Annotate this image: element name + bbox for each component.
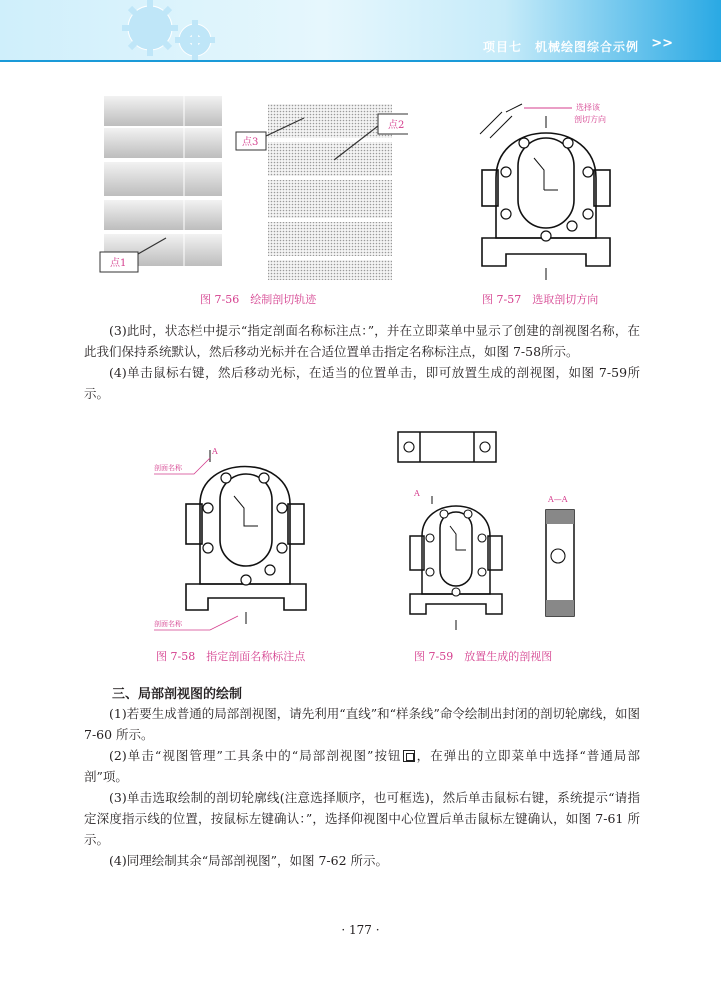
section-mark-a: A bbox=[212, 447, 218, 456]
paragraph-part: (2)单击“视图管理”工具条中的“局部剖视图”按钮 bbox=[109, 748, 402, 763]
figure-7-58 bbox=[150, 444, 320, 640]
paragraph: (4)同理绘制其余“局部剖视图”，如图 7-62 所示。 bbox=[109, 853, 389, 868]
chapter-title: 项目七 机械绘图综合示例 bbox=[482, 40, 639, 54]
label-section-name-bottom: 剖面名称 bbox=[154, 620, 182, 628]
label-section-name-top: 剖面名称 bbox=[154, 464, 182, 472]
figure-7-59 bbox=[392, 426, 582, 640]
local-section-button-icon bbox=[403, 750, 415, 762]
caption-7-56: 图 7-56 绘制剖切轨迹 bbox=[200, 293, 317, 306]
body-text-2 bbox=[84, 703, 640, 871]
page-header bbox=[0, 0, 721, 62]
chevron-right-icon: >> bbox=[651, 36, 673, 51]
callout-point-1: 点1 bbox=[110, 258, 127, 269]
header-rule bbox=[0, 60, 721, 62]
paragraph: (1)若要生成普通的局部剖视图，请先利用“直线”和“样条线”命令绘制出封闭的剖切轮廓线，如图 7-60 所示。 bbox=[84, 706, 640, 742]
callout-point-3: 点3 bbox=[242, 137, 259, 148]
section-mark-a: A bbox=[414, 489, 420, 498]
paragraph: (4)单击鼠标右键，然后移动光标，在适当的位置单击，即可放置生成的剖视图，如图 7-59所示。 bbox=[84, 365, 640, 401]
page-number: · 177 · bbox=[341, 923, 380, 937]
gear-icon bbox=[100, 0, 230, 60]
figure-7-56 bbox=[96, 92, 408, 282]
caption-7-58: 图 7-58 指定剖面名称标注点 bbox=[156, 650, 306, 663]
paragraph bbox=[84, 745, 640, 787]
caption-7-59: 图 7-59 放置生成的剖视图 bbox=[414, 650, 553, 663]
callout-point-2: 点2 bbox=[388, 120, 405, 131]
section-heading: 三、局部剖视图的绘制 bbox=[112, 687, 243, 702]
body-text-1 bbox=[84, 320, 640, 404]
note-select-line2: 剖切方向 bbox=[574, 115, 606, 124]
caption-7-57: 图 7-57 选取剖切方向 bbox=[482, 293, 599, 306]
paragraph-part: ，在弹出的立即菜单中选择“普通局部剖”项。 bbox=[84, 748, 640, 784]
paragraph: (3)此时，状态栏中提示“指定剖面名称标注点：”，并在立即菜单中显示了创建的剖视图名称，在此我们保持系统默认，然后移动光标并在合适位置单击指定名称标注点，如图 7-58所示。 bbox=[84, 323, 640, 359]
note-select-line1: 选择该 bbox=[576, 103, 600, 112]
section-label: A—A bbox=[548, 495, 568, 504]
paragraph: (3)单击选取绘制的剖切轮廓线(注意选择顺序，也可框选)，然后单击鼠标右键，系统提示“请指定深度指示线的位置，按鼠标左键确认：”，选择仰视图中心位置后单击鼠标左键确认，如图 7-61 所示。 bbox=[84, 790, 640, 847]
figure-7-57 bbox=[476, 98, 636, 280]
